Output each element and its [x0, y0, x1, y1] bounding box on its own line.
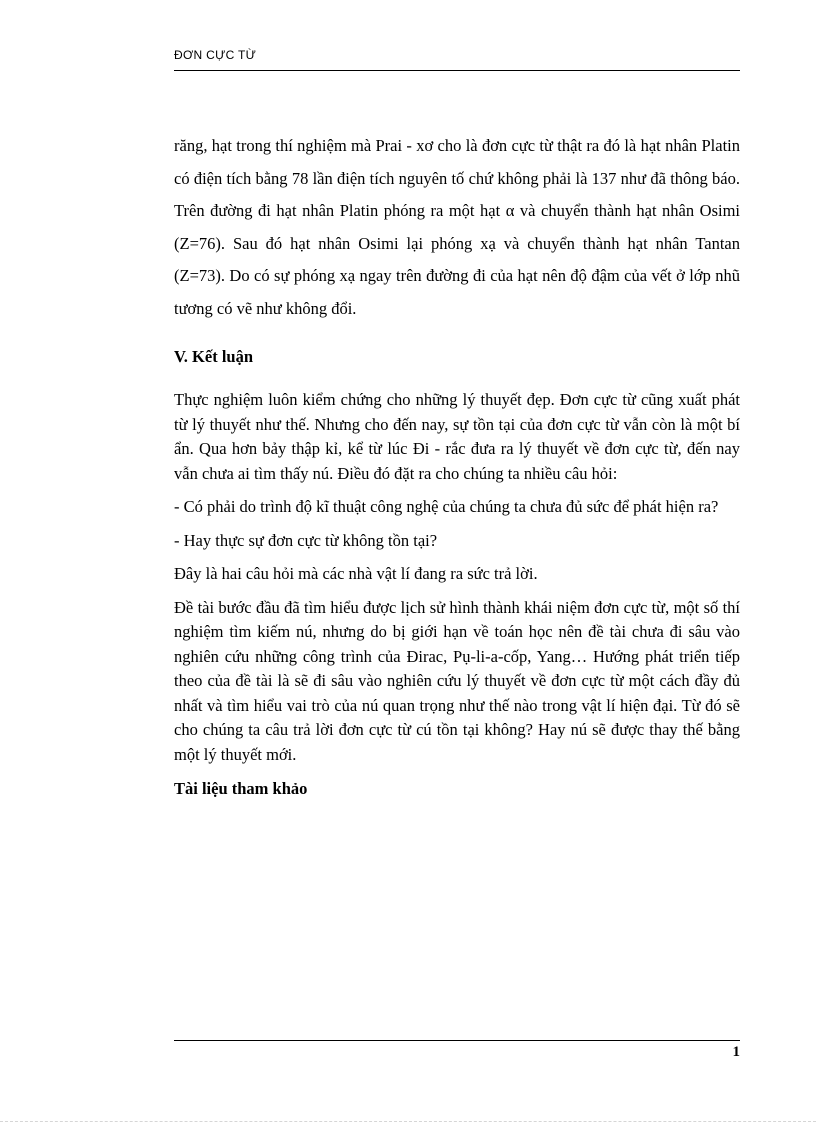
- footer-rule: [174, 1040, 740, 1041]
- conclusion-paragraph-2: Đây là hai câu hỏi mà các nhà vật lí đang ra sức trả lời.: [174, 564, 538, 583]
- page-number: 1: [732, 1044, 740, 1060]
- question-item-2: - Hay thực sự đơn cực từ không tồn tại?: [174, 530, 438, 550]
- page-header: [174, 48, 740, 71]
- conclusion-paragraph-3: Đề tài bước đầu đã tìm hiểu được lịch sử hình thành khái niệm đơn cực từ, một số thí nghiệm tìm kiếm nú, nhưng do bị giới hạn về toán học nên đề tài chưa đi sâu vào nghiên cứu những công trình của Đirac, Pụ-li-a-cốp, Yang… Hướng phát triển tiếp theo của đề tài là sẽ đi sâu vào nghiên cứu lý thuyết về đơn cực từ một cách đầy đủ nhất và tìm hiểu vai trò của nú quan trọng như thế nào trong vật lí hiện đại. Từ đó sẽ cho chúng ta câu trả lời đơn cực từ cú tồn tại không? Hay nú sẽ được thay thế bằng một lý thuyết mới.: [174, 597, 740, 764]
- references-heading: Tài liệu tham khảo: [174, 779, 308, 798]
- question-item-1: - Có phải do trình độ kĩ thuật công nghệ của chúng ta chưa đủ sức để phát hiện ra?: [174, 497, 719, 516]
- conclusion-paragraph-1: Thực nghiệm luôn kiểm chứng cho những lý thuyết đẹp. Đơn cực từ cũng xuất phát từ lý thuyết như thế. Nhưng cho đến nay, sự tồn tại của đơn cực từ vẫn còn là một bí ẩn. Qua hơn bảy thập kỉ, kể từ lúc Đi - rắc đưa ra lý thuyết về đơn cực từ, đến nay vẫn chưa ai tìm thấy nú. Điều đó đặt ra cho chúng ta nhiều câu hỏi:: [174, 390, 740, 483]
- page-edge-divider: [0, 1121, 816, 1122]
- section-heading-conclusion: V. Kết luận: [174, 347, 254, 366]
- intro-paragraph: răng, hạt trong thí nghiệm mà Prai - xơ cho là đơn cực từ thật ra đó là hạt nhân Platin có điện tích bằng 78 lần điện tích nguyên tố chứ không phải là 137 như đã thông báo. Trên đường đi hạt nhân Platin phóng ra một hạt α và chuyển thành hạt nhân Osimi (Z=76). Sau đó hạt nhân Osimi lại phóng xạ và chuyển thành hạt nhân Tantan (Z=73). Do có sự phóng xạ ngay trên đường đi của hạt nên độ đậm của vết ở lớp nhũ tương có vẽ như không đổi.: [174, 136, 740, 318]
- document-body: [174, 130, 740, 801]
- running-header-title: ĐƠN CỰC TỪ: [174, 48, 257, 62]
